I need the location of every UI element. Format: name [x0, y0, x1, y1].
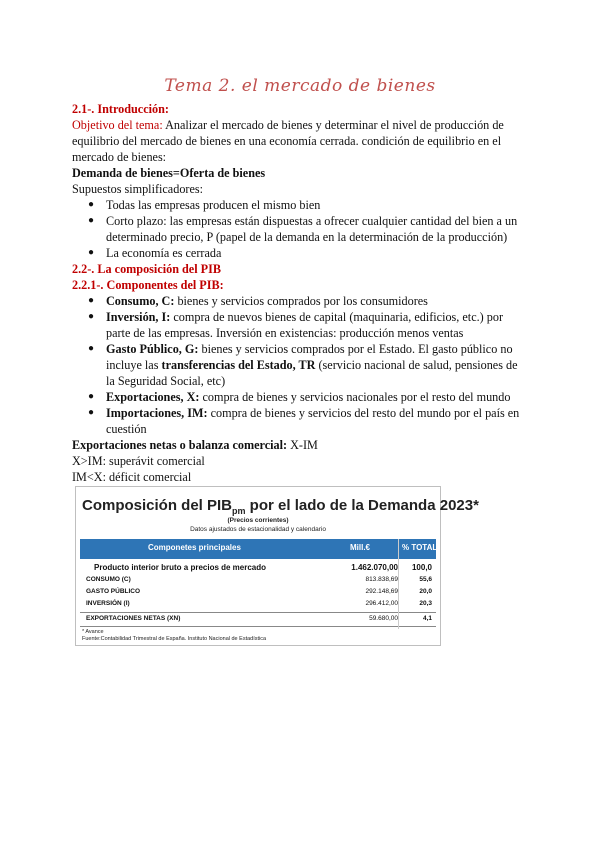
- bullet-icon: ●: [88, 295, 95, 306]
- table-divider: [80, 626, 436, 627]
- component-inversion: [106, 309, 503, 325]
- net-exports-text: X-IM: [287, 438, 318, 452]
- section-2-1-heading: 2.1-. Introducción:: [72, 102, 169, 116]
- assumption-3: La economía es cerrada: [106, 246, 222, 260]
- component-importaciones-cont: cuestión: [106, 422, 147, 436]
- assumption-2-cont: determinado precio, P (papel de la demanda en la determinación de la producción): [106, 230, 508, 244]
- page-title: Tema 2. el mercado de bienes: [164, 76, 436, 96]
- section-2-2-heading: 2.2-. La composición del PIB: [72, 262, 221, 276]
- component-text: compra de bienes y servicios del resto del mundo por el país en: [207, 406, 520, 420]
- table-title: Composición del $PIB_{pm}$ por el lado de la Demanda 2023*: [82, 497, 479, 516]
- header-pct: % TOTAL: [402, 543, 438, 552]
- assumption-1: Todas las empresas producen el mismo bien: [106, 198, 321, 212]
- surplus-line: X>IM: superávit comercial: [72, 454, 205, 468]
- table-note: * Avance: [82, 629, 104, 635]
- gdp-composition-table-image: Composición del $PIB_{pm}$ por el lado de la Demanda 2023* (Precios corrientes) Datos ajustados de estacionalidad y calendario Componetes principales Mill.€ % TOTAL Producto interior bruto a precios de mercado 1.462.070,00 100,0 CONSUMO (C) 813.838,69 55,6 GASTO PÚBLICO 292.148,69 20,0 INVERSIÓN (I) 296.412,00 20,3 EXPORTACIONES NETAS (XN) 59.680,00 4,1 * Avance Fuente:Contabilidad Trimestral de España. Instituto Nacional de Estadística: [75, 486, 441, 646]
- table-source: Fuente:Contabilidad Trimestral de España. Instituto Nacional de Estadística: [82, 636, 267, 642]
- component-text: compra de bienes y servicios nacionales por el resto del mundo: [199, 390, 511, 404]
- objective-text-1: Analizar el mercado de bienes y determinar el nivel de producción de: [162, 118, 504, 132]
- demand-heading: Demanda de bienes=Oferta de bienes: [72, 166, 266, 180]
- bullet-icon: ●: [88, 215, 95, 226]
- component-term: transferencias del Estado, TR: [161, 358, 316, 372]
- section-2-2-1-heading: 2.2.1-. Componentes del PIB:: [72, 278, 224, 292]
- bullet-icon: ●: [88, 199, 95, 210]
- component-text: compra de nuevos bienes de capital (maquinaria, edificios, etc.) por: [170, 310, 504, 324]
- net-exports-line: [72, 437, 318, 453]
- component-text: incluye las: [106, 358, 162, 372]
- table-subtitle: (Precios corrientes): [227, 517, 289, 524]
- bullet-icon: ●: [88, 407, 95, 418]
- component-inversion-cont: parte de las empresas. Inversión en existencias: producción menos ventas: [106, 326, 464, 340]
- column-divider: [398, 539, 399, 629]
- objective-line-3: mercado de bienes:: [72, 150, 167, 164]
- bullet-icon: ●: [88, 391, 95, 402]
- table-subtitle-2: Datos ajustados de estacionalidad y calendario: [190, 526, 326, 533]
- component-gasto-cont-2: la Seguridad Social, etc): [106, 374, 226, 388]
- component-term: Exportaciones, X:: [106, 390, 200, 404]
- net-exports-label: Exportaciones netas o balanza comercial:: [72, 438, 288, 452]
- component-gasto-cont: [106, 357, 518, 373]
- component-term: Inversión, I:: [106, 310, 171, 324]
- component-consumo: [106, 293, 428, 309]
- component-exportaciones: [106, 389, 510, 405]
- component-text: (servicio nacional de salud, pensiones de: [315, 358, 518, 372]
- component-term: Gasto Público, G:: [106, 342, 199, 356]
- component-text: bienes y servicios comprados por los consumidores: [174, 294, 428, 308]
- header-components: Componetes principales: [148, 543, 241, 552]
- table-divider: [80, 612, 436, 613]
- deficit-line: IM<X: déficit comercial: [72, 470, 192, 484]
- assumptions-label: Supuestos simplificadores:: [72, 182, 204, 196]
- objective-line-1: [72, 117, 504, 133]
- bullet-icon: ●: [88, 247, 95, 258]
- table-header: [80, 539, 436, 559]
- component-gasto: [106, 341, 513, 357]
- bullet-icon: ●: [88, 311, 95, 322]
- component-term: Consumo, C:: [106, 294, 175, 308]
- component-text: bienes y servicios comprados por el Estado. El gasto público no: [198, 342, 513, 356]
- component-importaciones: [106, 405, 519, 421]
- bullet-icon: ●: [88, 343, 95, 354]
- component-term: Importaciones, IM:: [106, 406, 208, 420]
- objective-line-2: equilibrio del mercado de bienes en una economía cerrada. condición de equilibrio en el: [72, 134, 502, 148]
- assumption-2: Corto plazo: las empresas están dispuestas a ofrecer cualquier cantidad del bien a un: [106, 214, 518, 228]
- objective-label: Objetivo del tema:: [72, 118, 163, 132]
- header-mill: Mill.€: [350, 543, 371, 552]
